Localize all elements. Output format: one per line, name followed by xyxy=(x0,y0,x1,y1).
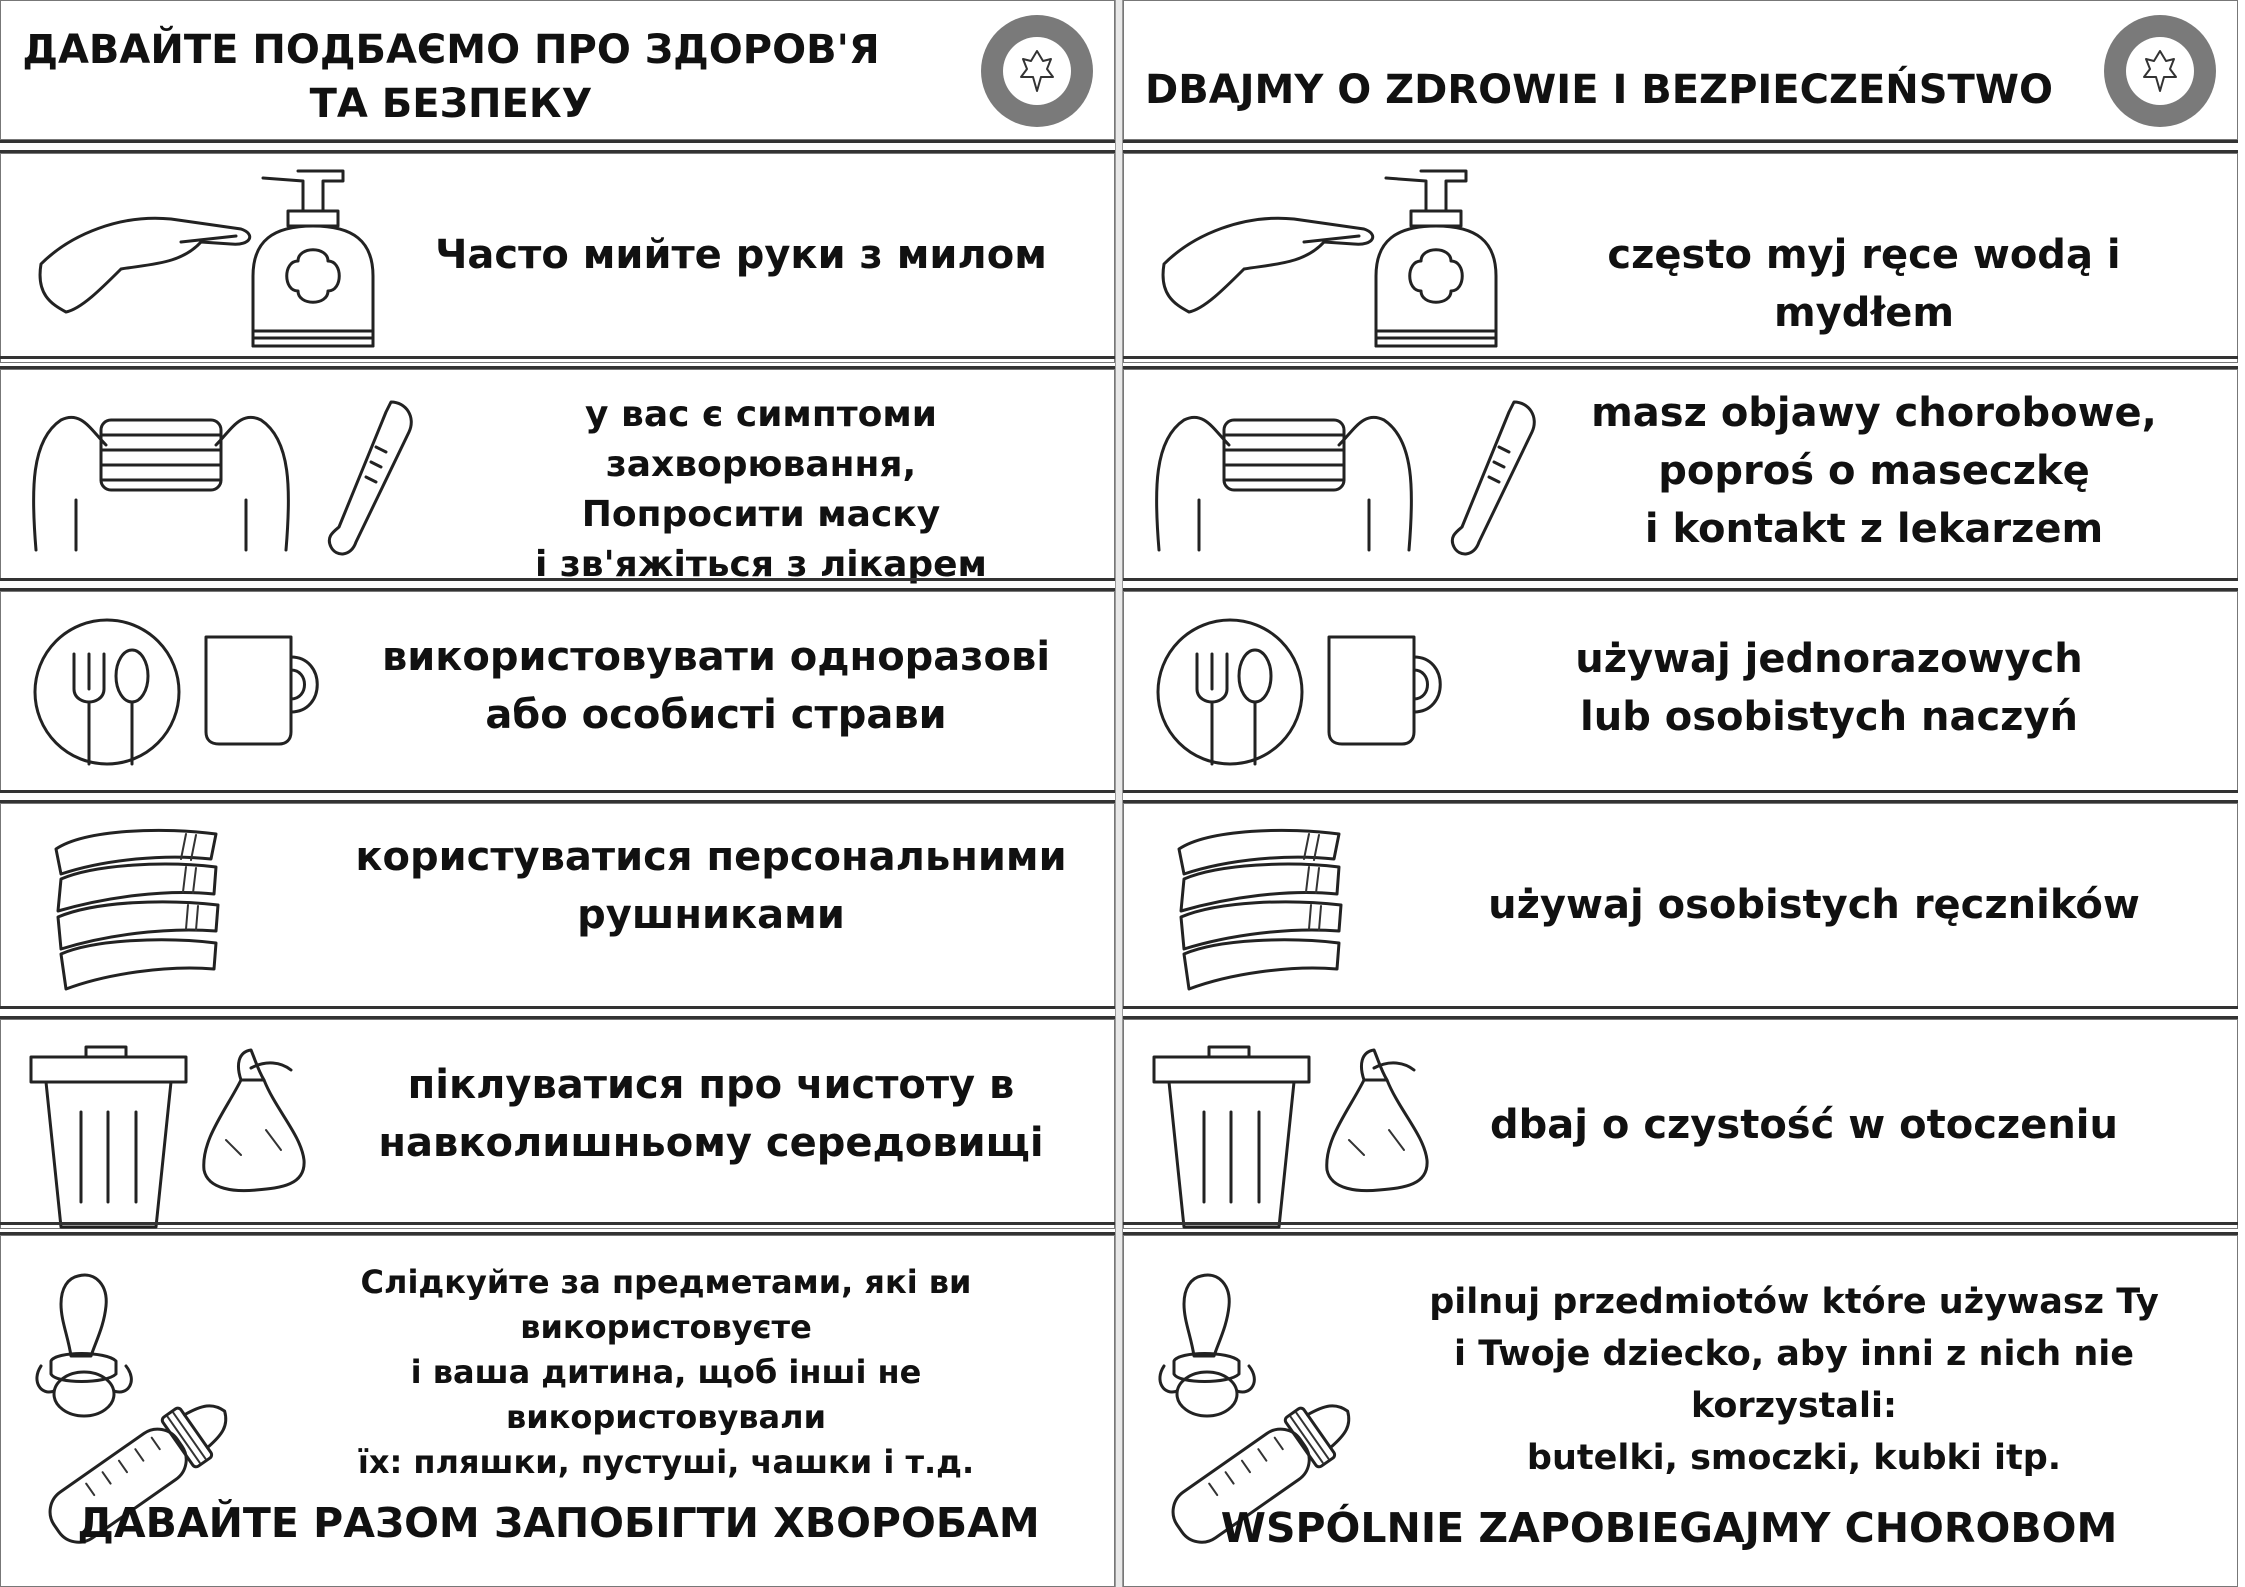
text-line: їх: пляшки, пустуші, чашки і т.д. xyxy=(357,1443,975,1481)
row-handwashing xyxy=(1123,153,2238,363)
instruction-text xyxy=(361,628,1071,744)
header-panel xyxy=(1123,0,2238,140)
soap-dispenser-icon xyxy=(1366,166,1506,366)
divider xyxy=(0,140,1115,153)
footer-slogan: WSPÓLNIE ZAPOBIEGAJMY CHOROBOM xyxy=(1220,1504,2118,1552)
footer-slogan: ДАВАЙТЕ РАЗОМ ЗАПОБІГТИ ХВОРОБАМ xyxy=(77,1499,1040,1547)
row-cleanliness xyxy=(0,1019,1115,1229)
divider xyxy=(0,790,1115,803)
page-title: DBAJMY O ZDROWIE I BEZPIECZEŃSTWO xyxy=(1145,67,2053,113)
text-line: використовувати одноразові xyxy=(381,634,1051,680)
column-divider xyxy=(1115,0,1123,1587)
text-line: рушниками xyxy=(577,892,845,938)
title-line: ТА БЕЗПЕКУ xyxy=(309,81,593,127)
instruction-text: używaj osobistych ręczników xyxy=(1488,882,2140,928)
hand-icon xyxy=(1154,194,1374,364)
text-line: і зв'яжіться з лікарем xyxy=(535,544,987,585)
text-line: і ваша дитина, щоб інші не використовували xyxy=(410,1353,922,1436)
instruction-text xyxy=(351,828,1071,944)
divider xyxy=(0,1222,1115,1235)
row-towels xyxy=(1123,803,2238,1008)
row-cleanliness xyxy=(1123,1019,2238,1229)
text-line: i Twoje dziecko, aby inni z nich nie korzystali: xyxy=(1454,1334,2134,1426)
eagle-emblem-icon xyxy=(1003,37,1071,105)
divider xyxy=(1123,1006,2238,1019)
instruction-text: dbaj o czystość w otoczeniu xyxy=(1490,1102,2118,1148)
mug-icon xyxy=(1324,632,1464,762)
instruction-text: Часто мийте руки з милом xyxy=(435,232,1047,278)
header-panel xyxy=(0,0,1115,140)
hand-icon xyxy=(31,194,251,364)
garbage-bag-icon xyxy=(1319,1040,1439,1200)
title-line: ДАВАЙТЕ ПОДБАЄМО ПРО ЗДОРОВ'Я xyxy=(22,27,880,73)
text-line: Слідкуйте за предметами, які ви xyxy=(360,1263,972,1301)
face-mask-icon xyxy=(1144,390,1424,570)
sanitary-inspection-seal xyxy=(2104,15,2216,127)
text-line: pilnuj przedmiotów które używasz Ty xyxy=(1429,1282,2159,1322)
text-line: піклуватися про чистоту в xyxy=(407,1062,1015,1108)
text-line: butelki, smoczki, kubki itp. xyxy=(1526,1438,2062,1478)
row-personal-items xyxy=(1123,1235,2238,1587)
ukrainian-column xyxy=(0,0,1115,1587)
text-line: i kontakt z lekarzem xyxy=(1644,506,2104,552)
text-line: lub osobistych naczyń xyxy=(1580,694,2078,740)
row-dishes xyxy=(0,591,1115,791)
text-line: навколишньому середовищі xyxy=(378,1120,1044,1166)
polish-column xyxy=(1123,0,2238,1587)
row-symptoms xyxy=(1123,369,2238,579)
instruction-text xyxy=(1364,1276,2224,1484)
text-line: poproś o maseczkę xyxy=(1658,448,2090,494)
thermometer-icon xyxy=(321,392,431,572)
divider xyxy=(1123,578,2238,591)
divider xyxy=(0,1006,1115,1019)
face-mask-icon xyxy=(21,390,301,570)
instruction-text xyxy=(261,1260,1071,1485)
divider xyxy=(1123,140,2238,153)
text-line: використовуєте xyxy=(520,1308,812,1346)
row-personal-items xyxy=(0,1235,1115,1587)
text-line: або особисті страви xyxy=(485,692,947,738)
eagle-emblem-icon xyxy=(2126,37,2194,105)
text-line: masz objawy chorobowe, xyxy=(1591,390,2157,436)
towels-icon xyxy=(1169,819,1369,999)
mug-icon xyxy=(201,632,341,762)
row-dishes xyxy=(1123,591,2238,791)
divider xyxy=(1123,356,2238,369)
sanitary-inspection-seal xyxy=(981,15,1093,127)
instruction-text xyxy=(1564,384,2184,558)
towels-icon xyxy=(46,819,246,999)
instruction-text: często myj ręce wodą i mydłem xyxy=(1607,232,2121,336)
instruction-text xyxy=(1504,630,2154,746)
cutlery-icon xyxy=(29,614,189,774)
cutlery-icon xyxy=(1152,614,1312,774)
instruction-text xyxy=(351,1056,1071,1172)
divider xyxy=(1123,790,2238,803)
row-symptoms xyxy=(0,369,1115,585)
text-line: używaj jednorazowych xyxy=(1575,636,2083,682)
trash-bin-icon xyxy=(26,1042,196,1232)
divider xyxy=(1123,1222,2238,1235)
divider xyxy=(0,578,1115,591)
instruction-text xyxy=(431,390,1091,590)
trash-bin-icon xyxy=(1149,1042,1319,1232)
page-title xyxy=(11,23,891,131)
text-line: користуватися персональними xyxy=(355,834,1067,880)
row-towels xyxy=(0,803,1115,1008)
soap-dispenser-icon xyxy=(243,166,383,366)
text-line: Попросити маску xyxy=(581,494,941,535)
thermometer-icon xyxy=(1444,392,1554,572)
garbage-bag-icon xyxy=(196,1040,316,1200)
divider xyxy=(0,356,1115,369)
row-handwashing xyxy=(0,153,1115,363)
text-line: у вас є симптоми захворювання, xyxy=(585,394,937,485)
